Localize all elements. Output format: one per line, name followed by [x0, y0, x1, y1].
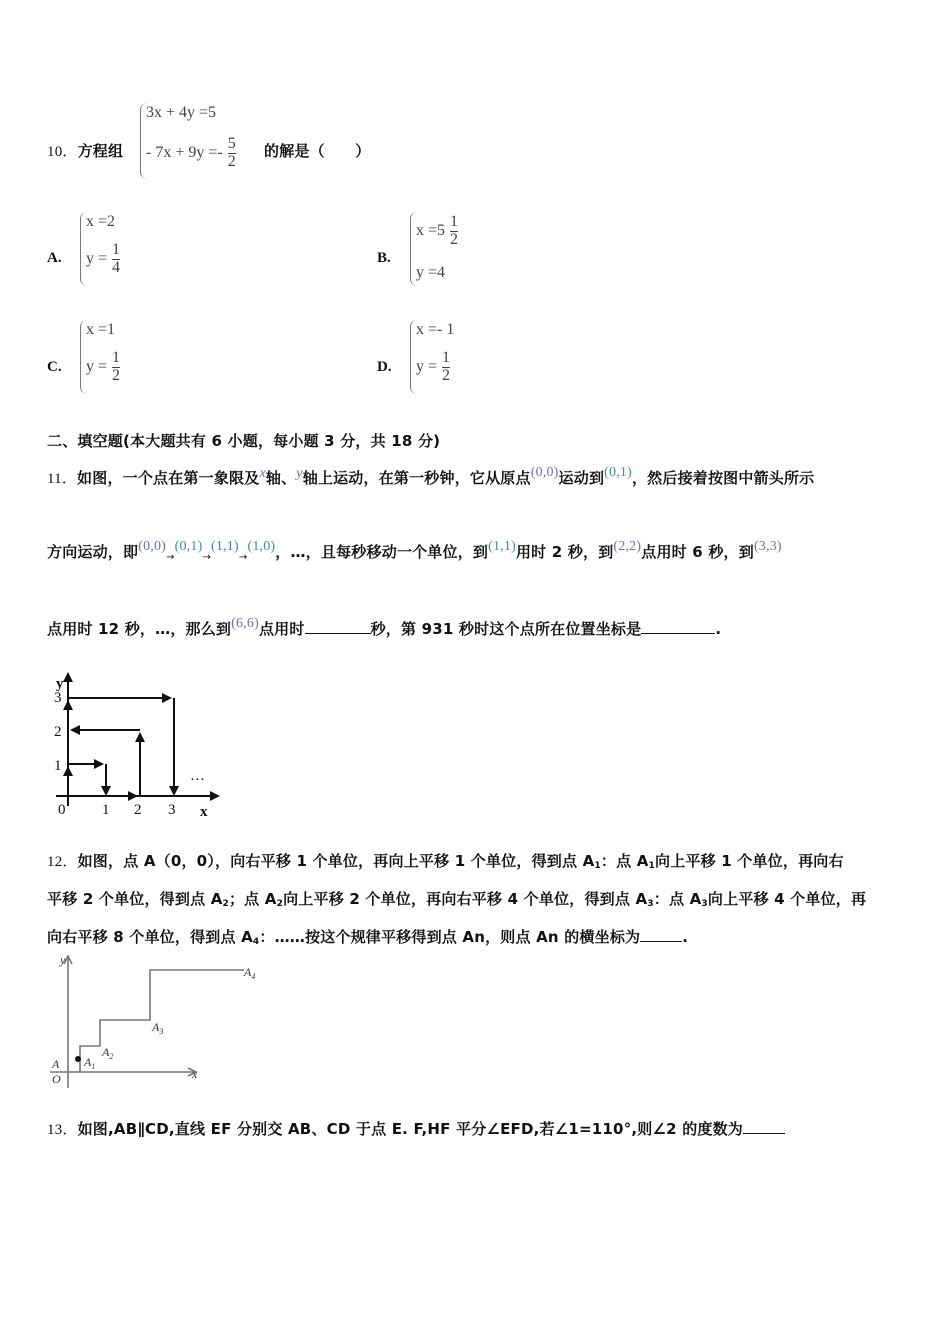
q12-text: ：……按这个规律平移得到点 An，则点 An 的横坐标为: [259, 928, 641, 946]
q10-tail: 的解是（ ）: [264, 142, 371, 160]
coord-seq: (0,1): [174, 539, 203, 554]
answer-blank-coordinate[interactable]: [641, 619, 715, 634]
q13-stem: [47, 1118, 785, 1139]
svg-text:0: 0: [58, 802, 66, 818]
q13-number: 13．: [47, 1122, 78, 1138]
option-a-label[interactable]: A.: [47, 250, 62, 266]
q11-line-1: [47, 467, 814, 488]
subscript: 1: [648, 861, 655, 871]
option-c-x: x =1: [86, 321, 116, 338]
q12-text: ：点 A: [600, 852, 649, 870]
coord-3-3: (3,3): [753, 539, 782, 554]
q12-text: 向上平移 1 个单位，再向右: [655, 852, 844, 870]
option-d-label[interactable]: D.: [377, 359, 392, 375]
coord-6-6: (6,6): [231, 616, 259, 631]
svg-text:A1: $A_1$: [84, 1055, 96, 1071]
arrow-right-icon: →: [202, 552, 212, 563]
q12-line-1: [47, 850, 844, 871]
svg-text:…: …: [190, 768, 205, 784]
option-c-label[interactable]: C.: [47, 359, 62, 375]
option-b-x: [416, 214, 459, 249]
option-c-y: [86, 350, 121, 385]
q10-number: 10．: [47, 144, 78, 160]
q12-text: 向上平移 4 个单位，再: [707, 890, 867, 908]
arrow-right-icon: →: [166, 552, 175, 563]
q11-text: 点用时: [258, 620, 305, 638]
option-a-x: [86, 213, 115, 231]
frac-num: 1: [450, 213, 459, 230]
q13-text: 如图,AB∥CD,直线 EF 分别交 AB、CD 于点 E. F,HF 平分∠EFD,若∠1=110°,则∠2 的度数为: [77, 1120, 743, 1138]
svg-text:A: A: [52, 1057, 60, 1071]
svg-text:2: 2: [54, 724, 62, 740]
q11-number: 11．: [47, 471, 78, 487]
q11-text: 秒，第 931 秒时这个点所在位置坐标是: [370, 620, 642, 638]
q12-line-2: [47, 888, 866, 909]
option-d-y: [416, 350, 451, 385]
option-a-y: [86, 242, 121, 277]
svg-text:3: 3: [168, 802, 176, 818]
subscript: 3: [701, 899, 708, 909]
svg-text:O: O: [52, 1072, 61, 1086]
q11-line-3: [47, 618, 721, 639]
svg-text:x: x: [192, 1067, 198, 1081]
frac-num: 1: [112, 349, 121, 366]
subscript: 2: [222, 899, 229, 909]
q11-text: 轴上运动，在第一秒钟，它从原点: [302, 469, 531, 487]
frac-den: 4: [112, 258, 121, 276]
option-c-y-left: y =: [86, 357, 108, 375]
q12-text: ：点 A: [653, 890, 702, 908]
option-d-x: x =- 1: [416, 321, 455, 338]
frac-den: 2: [112, 366, 121, 384]
q11-text: .: [715, 620, 722, 638]
q10-eq2: [146, 136, 237, 171]
option-c-y-fraction: [112, 350, 120, 385]
q10-lead: 方程组: [77, 142, 124, 160]
subscript: 4: [252, 937, 260, 947]
coord-1-1: (1,1): [488, 539, 516, 554]
q10-eq2-left: - 7x + 9y =-: [146, 143, 223, 161]
coord-seq: (1,0): [247, 539, 276, 554]
q12-text: 如图，点 A（0，0），向右平移 1 个单位，再向上平移 1 个单位，得到点 A: [77, 852, 595, 870]
q11-text: 如图，一个点在第一象限及: [77, 469, 260, 487]
q12-staircase-figure: [44, 952, 264, 1094]
coord-seq: (0,0): [138, 539, 167, 554]
subscript: 2: [276, 899, 284, 909]
q11-text: ，然后接着按图中箭头所示: [631, 469, 815, 487]
svg-text:2: 2: [134, 802, 142, 818]
q11-text: ，…，且每秒移动一个单位，到: [275, 543, 489, 561]
q11-spiral-figure: [50, 668, 230, 823]
q10-eq2-fraction: [228, 136, 236, 171]
y-axis-symbol: y: [296, 466, 303, 481]
subscript: 3: [647, 899, 654, 909]
svg-text:1: 1: [54, 758, 62, 774]
coord-seq: (1,1): [211, 539, 239, 554]
frac-den: 2: [450, 230, 459, 248]
option-a-y-left: y =: [86, 249, 108, 267]
option-a-x-value: x =2: [86, 213, 116, 230]
q11-line-2: [47, 541, 782, 562]
answer-blank-abscissa[interactable]: [640, 927, 682, 942]
option-b-y: y =4: [416, 264, 446, 281]
coord-2-2: (2,2): [613, 539, 642, 554]
q11-text: 运动到: [558, 469, 605, 487]
svg-text:A2: $A_2$: [102, 1045, 114, 1061]
q10-eq1: 3x + 4y =5: [146, 104, 217, 121]
option-d-y-left: y =: [416, 357, 438, 375]
subscript: 1: [594, 861, 601, 871]
q12-text: 向右平移 8 个单位，得到点 A: [47, 928, 253, 946]
frac-den: 2: [227, 152, 236, 170]
option-a-y-fraction: [112, 242, 120, 277]
svg-text:A3: $A_3$: [152, 1020, 164, 1036]
svg-text:y: y: [60, 953, 66, 967]
q11-text: 轴、: [265, 469, 297, 487]
answer-blank-angle[interactable]: [743, 1119, 785, 1134]
svg-text:3: 3: [54, 690, 62, 706]
q12-text: .: [682, 928, 689, 946]
option-b-x-fraction: [450, 214, 458, 249]
answer-blank-time[interactable]: [305, 619, 371, 634]
q11-text: 点用时 12 秒，…，那么到: [47, 620, 232, 638]
q11-text: 用时 2 秒，到: [515, 543, 614, 561]
frac-num: 1: [112, 241, 121, 258]
q10-stem: [47, 140, 123, 161]
section-heading: 二、填空题(本大题共有 6 小题，每小题 3 分，共 18 分): [47, 432, 441, 450]
svg-text:A4: $A_4$: [244, 965, 256, 981]
frac-num: 1: [442, 349, 451, 366]
coord-0-1: (0,1): [604, 465, 632, 480]
arrow-right-icon: →: [238, 552, 248, 563]
svg-text:x: x: [200, 804, 208, 820]
q12-number: 12．: [47, 854, 78, 870]
q11-text: 方向运动，即: [47, 543, 139, 561]
q12-text: 平移 2 个单位，得到点 A: [47, 890, 223, 908]
option-b-x-left: x =5: [416, 221, 446, 239]
q11-text: 点用时 6 秒，到: [641, 543, 754, 561]
coord-0-0: (0,0): [530, 465, 559, 480]
svg-text:y: y: [56, 676, 64, 692]
x-axis-symbol: x: [259, 466, 266, 481]
q12-text: 向上平移 2 个单位，再向右平移 4 个单位，得到点 A: [283, 890, 648, 908]
q12-text: ；点 A: [228, 890, 277, 908]
option-d-y-fraction: [442, 350, 450, 385]
option-b-label[interactable]: B.: [377, 250, 391, 266]
svg-text:1: 1: [102, 802, 110, 818]
frac-den: 2: [442, 366, 451, 384]
q12-line-3: [47, 926, 688, 947]
frac-num: 5: [227, 135, 236, 152]
